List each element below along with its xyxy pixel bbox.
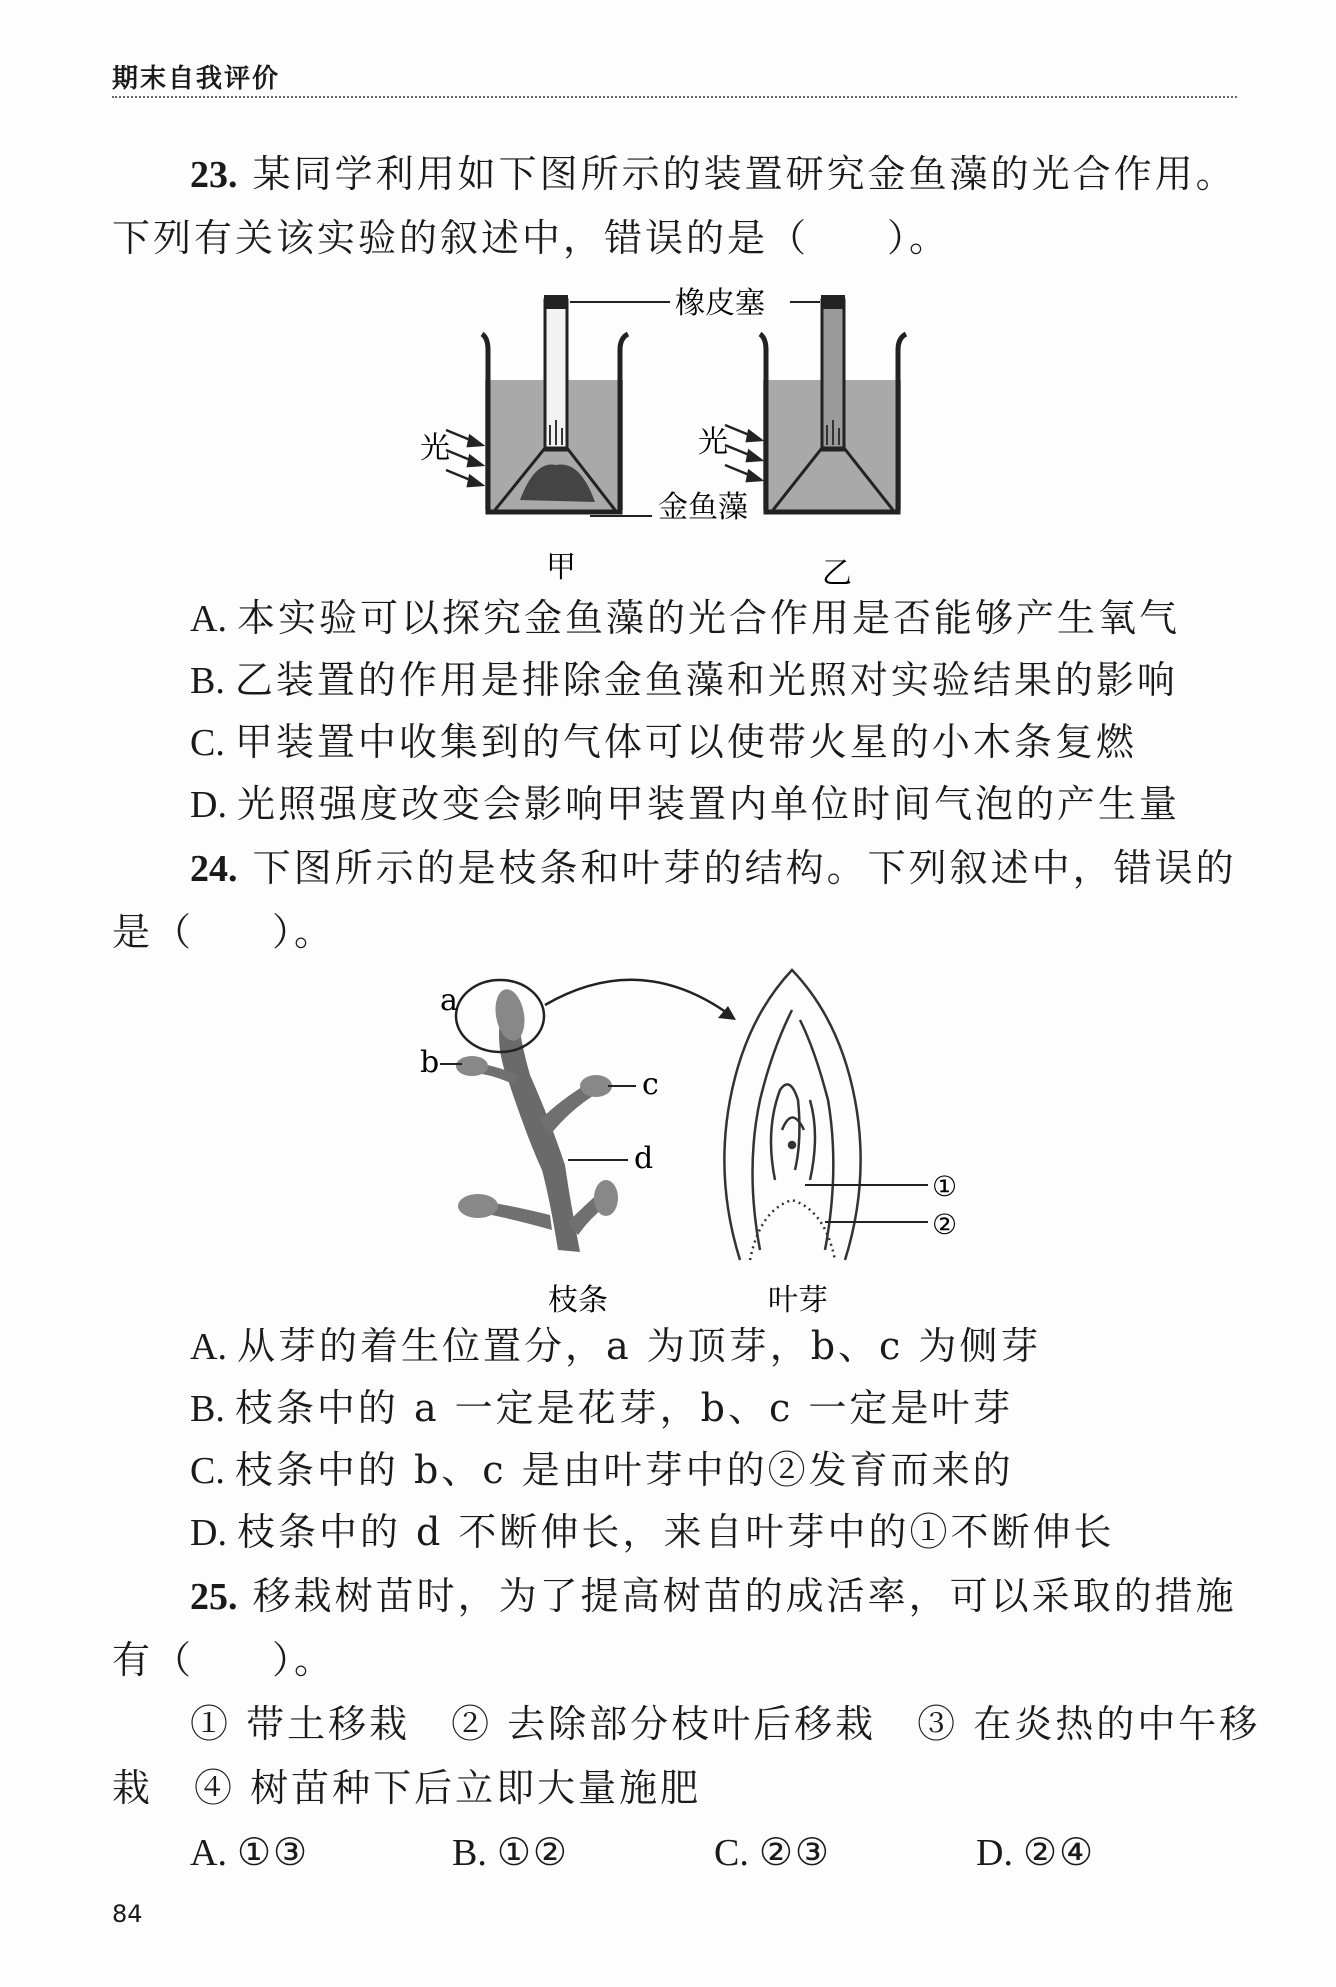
q24-stem-line2: 是（ ）。: [112, 910, 336, 954]
q23-option-a[interactable]: A. 本实验可以探究金鱼藻的光合作用是否能够产生氧气: [190, 596, 1180, 640]
label-c: c: [642, 1067, 659, 1102]
q25-choice-c[interactable]: C. ②③: [714, 1830, 831, 1874]
q24-stem-line1: [190, 840, 1237, 897]
beaker-yi: [760, 295, 906, 512]
header-divider: [112, 96, 1237, 98]
q23-option-c[interactable]: C. 甲装置中收集到的气体可以使带火星的小木条复燃: [190, 720, 1137, 764]
q24-option-d[interactable]: D. 枝条中的 d 不断伸长，来自叶芽中的①不断伸长: [190, 1510, 1115, 1554]
enlarge-arrow: [545, 980, 730, 1015]
q23-option-b[interactable]: B. 乙装置的作用是排除金鱼藻和光照对实验结果的影响: [190, 658, 1178, 702]
label-d: d: [634, 1141, 654, 1176]
q25-choice-d[interactable]: D. ②④: [976, 1830, 1096, 1874]
label-a: a: [440, 983, 458, 1018]
q23-stem-text2b: ）。: [887, 216, 951, 260]
q24-stem-text1: 下图所示的是枝条和叶芽的结构。下列叙述中，错误的: [252, 846, 1237, 890]
caption-branch: 枝条: [548, 1283, 608, 1318]
caption-yi: 乙: [822, 556, 852, 591]
q25-measures-line1: ① 带土移栽 ② 去除部分枝叶后移栽 ③ 在炎热的中午移: [190, 1702, 1261, 1746]
q24-option-b[interactable]: B. 枝条中的 a 一定是花芽，b、c 一定是叶芽: [190, 1386, 1014, 1430]
q23-stem-text1: 某同学利用如下图所示的装置研究金鱼藻的光合作用。: [252, 152, 1237, 196]
label-1: ①: [932, 1170, 958, 1203]
rubber-stopper-jia: [544, 295, 568, 309]
q23-figure: [390, 280, 1010, 600]
q24-number: 24.: [190, 848, 238, 890]
caption-leaf-bud: 叶芽: [768, 1283, 828, 1318]
q24-figure: [400, 960, 980, 1320]
light-arrows-jia: [446, 430, 482, 486]
q25-stem-line1: 25. 移栽树苗时，为了提高树苗的成活率，可以采取的措施: [190, 1574, 1237, 1618]
q23-stem-line1: [190, 146, 1237, 203]
light-label-yi: 光: [698, 425, 728, 460]
section-header: 期末自我评价: [112, 64, 281, 94]
caption-jia: 甲: [546, 550, 576, 585]
label-2: ②: [932, 1208, 958, 1241]
q23-option-d[interactable]: D. 光照强度改变会影响甲装置内单位时间气泡的产生量: [190, 782, 1180, 826]
q25-stem-line2: 有（ ）。: [112, 1638, 336, 1682]
beaker-jia: [482, 295, 628, 512]
plant-label: 金鱼藻: [658, 490, 748, 525]
leaf-bud-drawing: [724, 970, 860, 1260]
branch-drawing: [456, 987, 618, 1252]
q25-measures-line2: 栽 ④ 树苗种下后立即大量施肥: [112, 1766, 702, 1810]
rubber-stopper-yi: [821, 295, 845, 309]
label-b: b: [420, 1045, 440, 1080]
q23-stem-text2a: 下列有关该实验的叙述中，错误的是（: [112, 216, 810, 260]
q24-option-c[interactable]: C. 枝条中的 b、c 是由叶芽中的②发育而来的: [190, 1448, 1014, 1492]
q23-number: 23.: [190, 154, 238, 196]
page-number: 84: [112, 1900, 143, 1928]
light-label-jia: 光: [420, 431, 450, 466]
q25-choice-b[interactable]: B. ①②: [452, 1830, 569, 1874]
light-arrows-yi: [725, 425, 761, 481]
q23-stem-line2: [112, 210, 1237, 266]
q24-option-a[interactable]: A. 从芽的着生位置分，a 为顶芽，b、c 为侧芽: [190, 1324, 1042, 1368]
q25-number: 25.: [190, 1576, 238, 1618]
stopper-label: 橡皮塞: [675, 286, 765, 321]
q25-choice-a[interactable]: A. ①③: [190, 1830, 310, 1874]
